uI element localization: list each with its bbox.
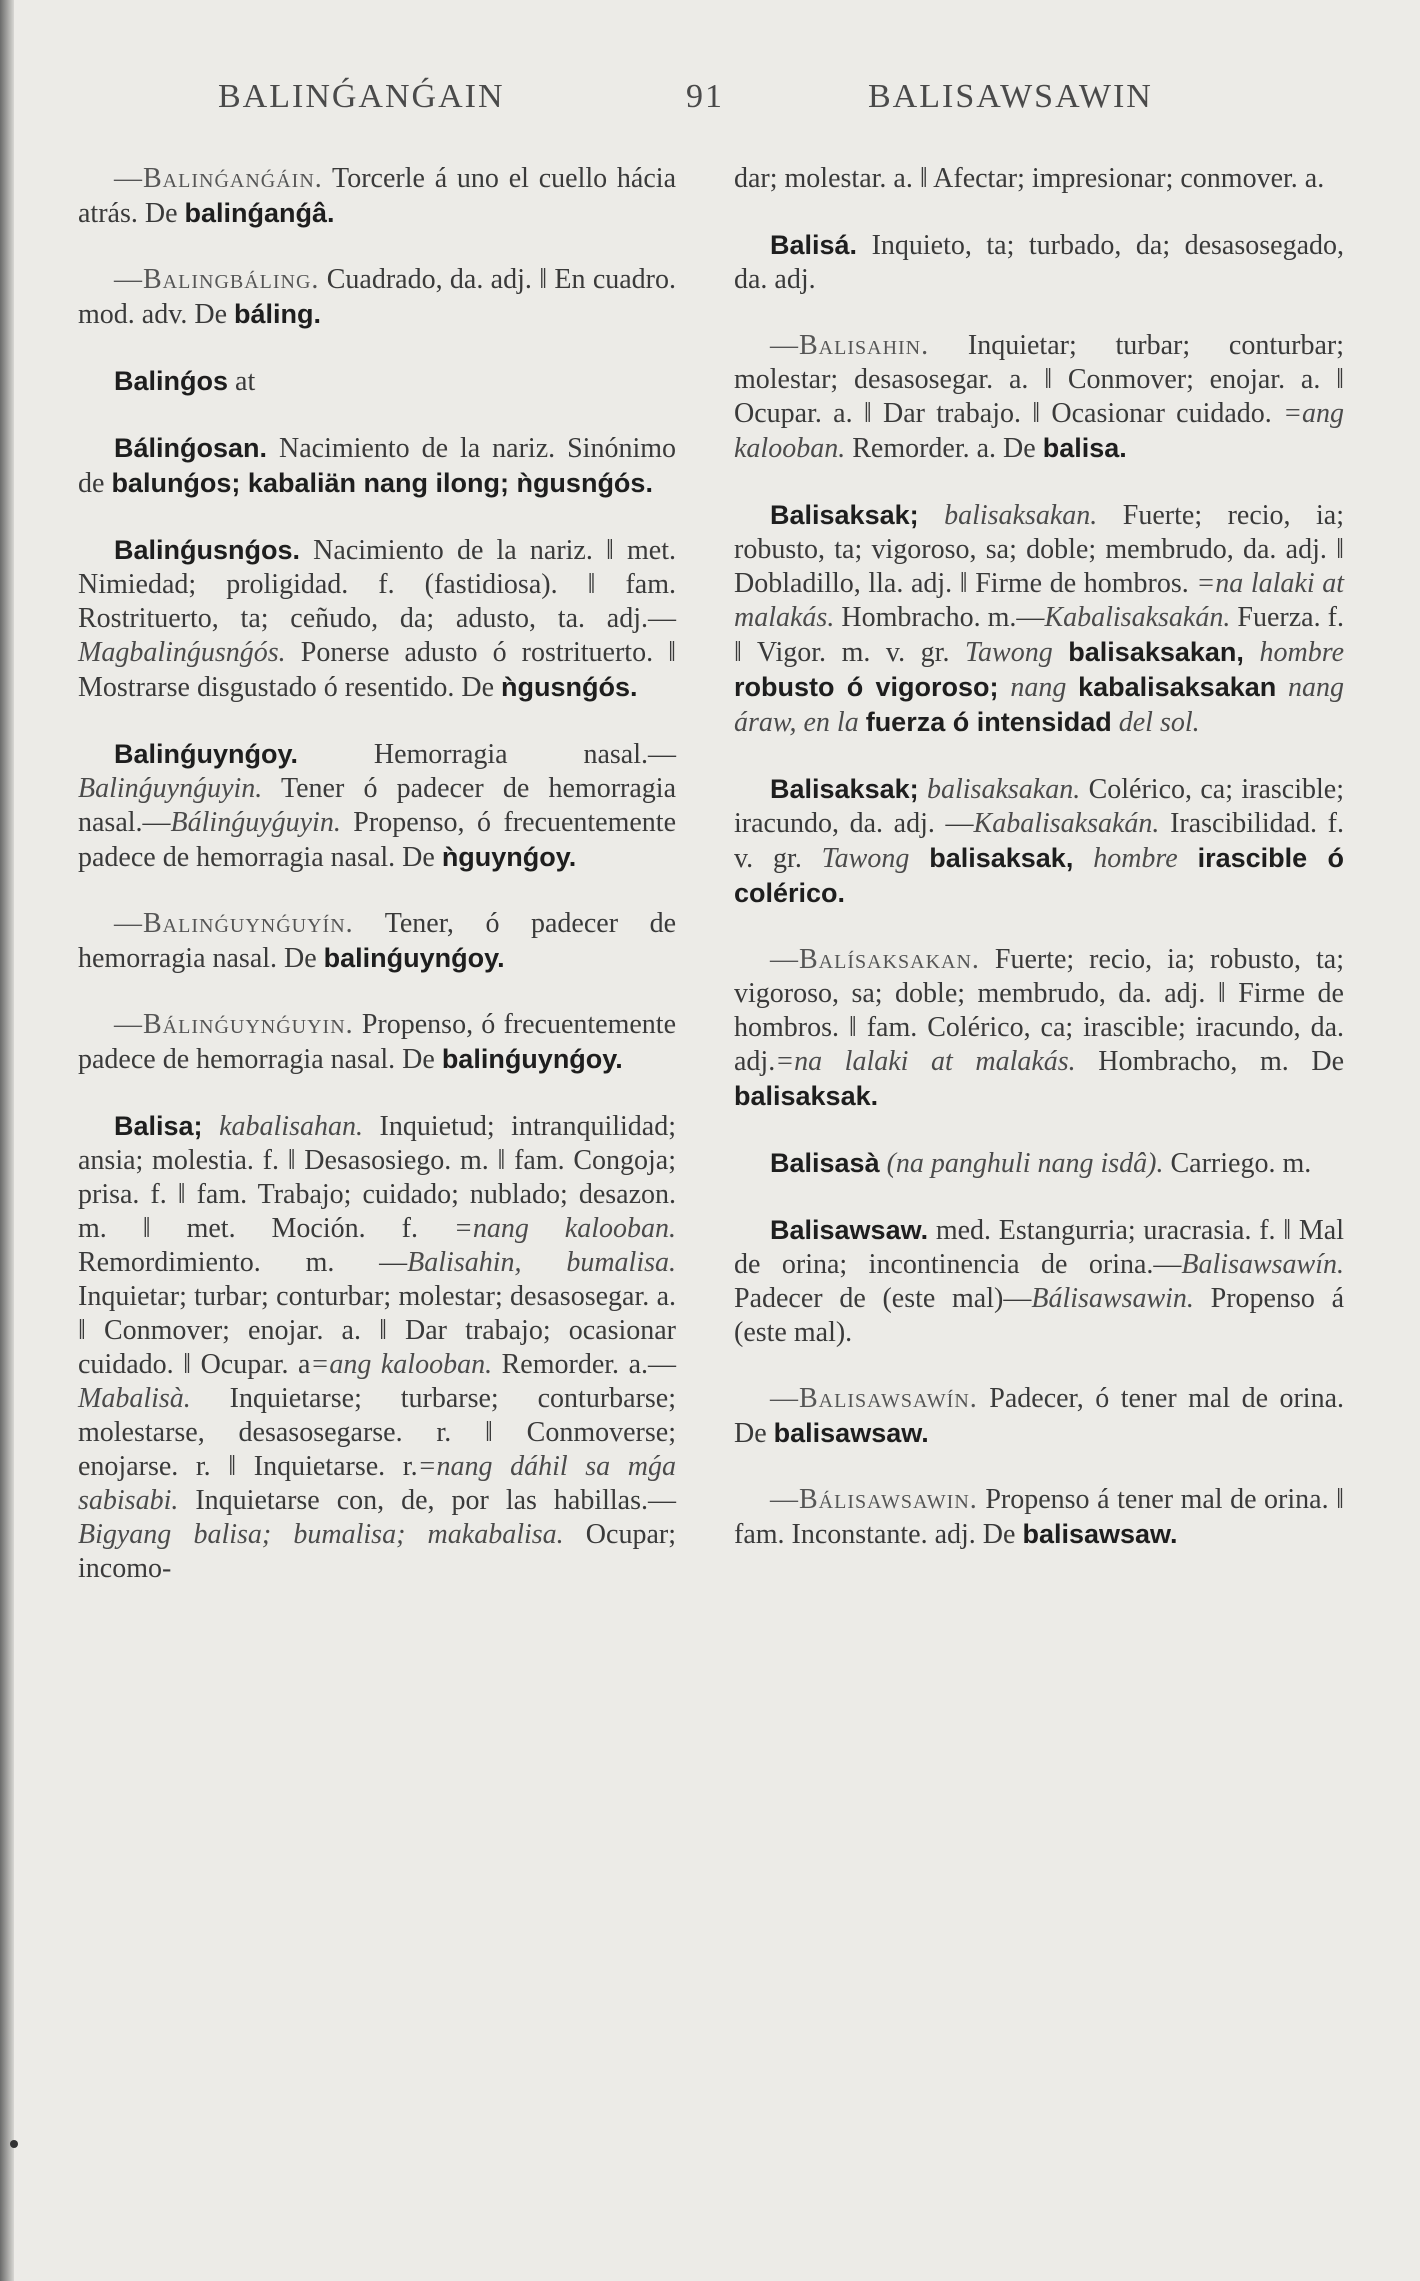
definition-text: Hombracho. m.— <box>834 602 1045 633</box>
headword: Balisasà <box>770 1148 880 1178</box>
definition-text <box>999 672 1011 703</box>
headword: Balinǵusnǵos. <box>114 535 301 565</box>
example-text: del sol. <box>1118 707 1200 738</box>
dictionary-entry <box>78 1109 676 1586</box>
right-column <box>734 162 1344 1584</box>
example-text: =nang kalooban. <box>453 1213 676 1244</box>
derived-headword: —Bálisawsawin. <box>770 1484 978 1515</box>
example-text: Balisahin, bumalisa. <box>407 1247 677 1278</box>
example-text: Balisawsawín. <box>1181 1249 1344 1280</box>
dictionary-entry <box>78 737 676 875</box>
definition-text: Inquietar; turbar; conturbar; molestar; desasosegar. a. ‖ Conmover; enojar. a. ‖ Dar trabajo; ocasionar cuidado. ‖ Ocupar. a <box>78 1281 676 1380</box>
definition-text: Carriego. m. <box>1163 1148 1312 1179</box>
headword: Balisa; <box>114 1111 203 1141</box>
definition-text: Remorder. a.— <box>492 1349 677 1380</box>
example-text: hombre <box>1259 637 1345 668</box>
dictionary-entry <box>78 263 676 332</box>
left-column <box>78 162 676 1618</box>
definition-text: Fuerte; recio, ia; robusto, ta; vigoroso, sa; doble; membrudo, da. adj. ‖ Dobladillo, lla. adj. ‖ Firme de hombros. <box>734 500 1344 599</box>
headword: kabalisaksakan <box>1078 672 1277 702</box>
definition-text: Propenso, ó frecuentemente padece de hemorragia nasal. De <box>78 807 676 873</box>
definition-text: Propenso, ó frecuentemente padece de hemorragia nasal. De <box>78 1009 676 1075</box>
definition-text <box>880 1148 887 1179</box>
running-header <box>0 78 1420 128</box>
headword: balinǵanǵâ. <box>184 198 335 228</box>
dictionary-entry <box>734 228 1344 297</box>
definition-text: Inquietarse; turbarse; conturbarse; molestarse, desasosegarse. r. ‖ Conmoverse; enojarse. r. ‖ Inquietarse. r. <box>78 1383 676 1482</box>
headword: Balinǵos <box>114 366 229 396</box>
definition-text: Inquieto, ta; turbado, da; desasosegado, da. adj. <box>734 230 1344 295</box>
definition-text <box>1053 637 1069 668</box>
derived-headword: —Balingbáling. <box>114 264 320 295</box>
definition-text: dar; molestar. a. ‖ Afectar; impresionar; conmover. a. <box>734 163 1325 194</box>
dictionary-entry <box>734 498 1344 740</box>
dictionary-entry <box>78 364 676 399</box>
headword: Balinǵuynǵoy. <box>114 739 299 769</box>
definition-text <box>1244 637 1260 668</box>
headword: balisa. <box>1042 433 1127 463</box>
header-left-guide-word: BALINǴANǴAIN <box>218 78 505 115</box>
headword: balinǵuynǵoy. <box>441 1044 623 1074</box>
example-text: =na lalaki at malakás. <box>734 568 1344 633</box>
definition-text: Fuerte; recio, ia; robusto, ta; vigoroso, sa; doble; membrudo, da. adj. ‖ Firme de hombros. ‖ fam. Colérico, ca; irascible; iracundo, da. adj. <box>734 944 1344 1077</box>
definition-text <box>1112 707 1119 738</box>
definition-text: Padecer de (este mal)— <box>734 1283 1032 1314</box>
dictionary-entry <box>734 162 1344 196</box>
headword: balisaksak, <box>929 843 1074 873</box>
definition-text: med. Estangurria; uracrasia. f. ‖ Mal de orina; incontinencia de orina.— <box>734 1215 1344 1280</box>
dictionary-entry <box>734 943 1344 1114</box>
example-text: Mabalisà. <box>78 1383 191 1414</box>
derived-headword: —Balisahin. <box>770 330 930 361</box>
definition-text: Hemorragia nasal.— <box>298 739 676 770</box>
definition-text: Propenso á (este mal). <box>734 1283 1345 1348</box>
definition-text <box>203 1111 220 1142</box>
dictionary-entry <box>734 1382 1344 1451</box>
page-edge-shadow <box>0 0 14 2281</box>
headword: balunǵos; kabaliän nang ilong; ǹgusnǵós. <box>111 468 653 498</box>
example-text: balisaksakan. <box>926 774 1081 805</box>
example-text: balisaksakan. <box>944 500 1098 531</box>
definition-text <box>919 500 944 531</box>
ink-speck <box>10 2140 18 2148</box>
definition-text: Colérico, ca; irascible; iracundo, da. adj. — <box>734 774 1344 839</box>
definition-text: Inquietarse con, de, por las habillas.— <box>178 1485 676 1516</box>
example-text: kabalisahan. <box>219 1111 363 1142</box>
dictionary-entry <box>734 772 1344 911</box>
dictionary-entry <box>734 1213 1344 1350</box>
example-text: Tawong <box>821 843 910 874</box>
definition-text: Ponerse adusto ó rostrituerto. ‖ Mostrarse disgustado ó resentido. De <box>78 637 676 703</box>
definition-text: Tener, ó padecer de hemorragia nasal. De <box>78 908 676 974</box>
example-text: Kabalisaksakán. <box>1044 602 1231 633</box>
definition-text: Nacimiento de la nariz. Sinónimo de <box>78 433 676 499</box>
definition-text: Torcerle á uno el cuello hácia atrás. De <box>78 163 676 229</box>
derived-headword: —Balinǵuynǵuyín. <box>114 908 354 939</box>
example-text: Bigyang balisa; bumalisa; makabalisa. <box>78 1519 564 1550</box>
dictionary-entry <box>78 907 676 976</box>
headword: robusto ó vigoroso; <box>734 672 999 702</box>
derived-headword: —Balisawsawín. <box>770 1383 978 1414</box>
headword: balisawsaw. <box>1022 1519 1178 1549</box>
headword: ǹguynǵoy. <box>441 842 577 872</box>
definition-text: Inquietud; intranquilidad; ansia; molestia. f. ‖ Desasosiego. m. ‖ fam. Congoja; prisa. f. ‖ fam. Trabajo; cuidado; nublado; desazon. m. ‖ met. Moción. f. <box>78 1111 677 1244</box>
definition-text: Cuadrado, da. adj. ‖ En cuadro. mod. adv. De <box>78 264 676 330</box>
definition-text <box>1073 843 1093 874</box>
dictionary-entry <box>78 162 676 231</box>
example-text: =ang kalooban. <box>310 1349 493 1380</box>
definition-text: Padecer, ó tener mal de orina. De <box>734 1383 1344 1449</box>
derived-headword: —Balinǵanǵáin. <box>114 163 323 194</box>
definition-text: Fuerza. f. ‖ Vigor. m. v. gr. <box>734 602 1344 668</box>
dictionary-entry <box>78 1008 676 1077</box>
example-text: nang <box>1010 672 1067 703</box>
definition-text: Tener ó padecer de hemorragia nasal.— <box>78 773 676 838</box>
headword: balisawsaw. <box>773 1418 929 1448</box>
definition-text <box>859 707 866 738</box>
example-text: nang áraw, en la <box>734 672 1345 738</box>
header-right-guide-word: BALISAWSAWIN <box>868 78 1153 115</box>
definition-text <box>1066 672 1078 703</box>
definition-text: Irascibilidad. f. v. gr. <box>734 808 1345 874</box>
headword: báling. <box>234 299 322 329</box>
dictionary-entry <box>78 533 676 705</box>
example-text: =ang kalooban. <box>734 398 1344 464</box>
definition-text <box>1178 843 1198 874</box>
definition-text: Hombracho, m. De <box>1075 1046 1344 1077</box>
example-text: Magbalinǵusnǵós. <box>78 637 286 668</box>
definition-text: Ocupar; incomo- <box>78 1519 676 1584</box>
dictionary-entry <box>78 431 676 501</box>
example-text: (na panghuli nang isdâ). <box>886 1148 1164 1179</box>
example-text: Bálinǵuyǵuyin. <box>170 807 341 838</box>
headword: Balisawsaw. <box>770 1215 929 1245</box>
definition-text <box>919 774 927 805</box>
headword: Balisaksak; <box>770 774 919 804</box>
definition-text: Remorder. a. De <box>845 433 1043 464</box>
example-text: Bálisawsawin. <box>1031 1283 1194 1314</box>
example-text: Kabalisaksakán. <box>973 808 1160 839</box>
dictionary-entry <box>734 329 1344 466</box>
definition-text: Remordimiento. m. — <box>78 1247 408 1278</box>
example-text: Tawong <box>965 637 1053 668</box>
derived-headword: —Balísaksakan. <box>770 944 980 975</box>
headword: balinǵuynǵoy. <box>323 943 505 973</box>
headword: fuerza ó intensidad <box>865 707 1112 737</box>
definition-text: at <box>228 366 256 397</box>
example-text: =nang dáhil sa mǵa sabisabi. <box>78 1451 677 1516</box>
headword: balisaksakan, <box>1068 637 1244 667</box>
definition-text: Propenso á tener mal de orina. ‖ fam. Inconstante. adj. De <box>734 1484 1344 1550</box>
definition-text <box>1276 672 1288 703</box>
headword: ǹgusnǵós. <box>501 672 638 702</box>
headword: Bálinǵosan. <box>114 433 268 463</box>
definition-text <box>909 843 929 874</box>
headword: irascible ó colérico. <box>734 843 1344 908</box>
example-text: hombre <box>1093 843 1178 874</box>
dictionary-entry <box>734 1146 1344 1181</box>
headword: Balisá. <box>770 230 858 260</box>
example-text: Balinǵuynǵuyin. <box>78 773 263 804</box>
headword: balisaksak. <box>734 1081 879 1111</box>
headword: Balisaksak; <box>770 500 919 530</box>
definition-text: Inquietar; turbar; conturbar; molestar; desasosegar. a. ‖ Conmover; enojar. a. ‖ Ocupar. a. ‖ Dar trabajo. ‖ Ocasionar cuidado. <box>734 330 1344 429</box>
definition-text: Nacimiento de la nariz. ‖ met. Nimiedad; proligidad. f. (fastidiosa). ‖ fam. Rostrituerto, ta; ceñudo, da; adusto, ta. adj.— <box>78 535 676 634</box>
dictionary-entry <box>734 1483 1344 1552</box>
derived-headword: —Bálinǵuynǵuyin. <box>114 1009 354 1040</box>
page-number: 91 <box>686 78 724 115</box>
example-text: =na lalaki at malakás. <box>775 1046 1076 1077</box>
